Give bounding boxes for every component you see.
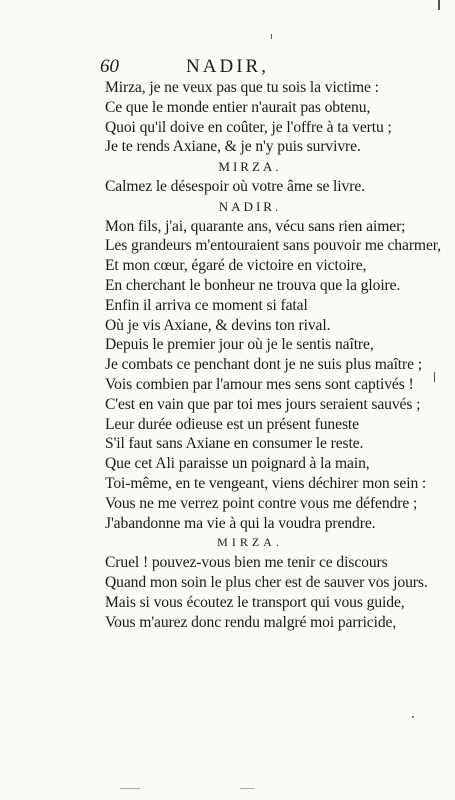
page-number: 60 (100, 56, 119, 77)
verse-line: Je combats ce penchant dont je ne suis plus maître ; (105, 356, 422, 374)
verse-line: C'est en vain que par toi mes jours seraient sauvés ; (105, 395, 421, 413)
verse-text (105, 78, 442, 632)
verse-line: Et mon cœur, égaré de victoire en victoire, (105, 257, 367, 275)
print-mark (434, 372, 435, 382)
verse-line: Cruel ! pouvez-vous bien me tenir ce discours (105, 554, 388, 572)
verse-line: En cherchant le bonheur ne trouva que la gloire. (105, 276, 401, 294)
verse-line: Depuis le premier jour où je le sentis naître, (105, 336, 374, 354)
verse-line: Les grandeurs m'entouraient sans pouvoir me charmer, (105, 237, 442, 255)
print-mark (240, 788, 254, 789)
speaker-name: MIRZA. (218, 159, 282, 175)
verse-line: J'abandonne ma vie à qui la voudra prendre. (105, 514, 376, 532)
verse-line: Toi-même, en te vengeant, viens déchirer mon sein : (105, 474, 427, 492)
running-head (0, 56, 455, 80)
verse-line: Où je vis Axiane, & devins ton rival. (105, 316, 331, 334)
verse-line: Je te rends Axiane, & je n'y puis survivre. (105, 138, 361, 156)
verse-line: Calmez le désespoir où votre âme se livre. (105, 177, 365, 195)
verse-line: Leur durée odieuse est un présent funeste (105, 415, 359, 433)
running-title: NADIR, (186, 56, 269, 77)
verse-line: Enfin il arriva ce moment si fatal (105, 296, 308, 314)
verse-line: Quand mon soin le plus cher est de sauver vos jours. (105, 573, 428, 591)
verse-line: Mon fils, j'ai, quarante ans, vécu sans rien aimer; (105, 217, 406, 235)
verse-line: Quoi qu'il doive en coûter, je l'offre à ta vertu ; (105, 118, 392, 136)
verse-line: Vous ne me verrez point contre vous me défendre ; (105, 494, 418, 512)
speaker-name: NADIR. (218, 198, 282, 214)
print-mark (271, 34, 272, 39)
verse-line: Mais si vous écoutez le transport qui vous guide, (105, 593, 405, 611)
verse-line: S'il faut sans Axiane en consumer le reste. (105, 435, 364, 453)
print-mark (412, 716, 414, 718)
verse-line: Que cet Ali paraisse un poignard à la main, (105, 455, 370, 473)
print-mark (120, 788, 140, 789)
verse-line: Vois combien par l'amour mes sens sont captivés ! (105, 375, 414, 393)
verse-line: Mirza, je ne veux pas que tu sois la victime : (105, 79, 379, 96)
verse-line: Ce que le monde entier n'aurait pas obtenu, (105, 98, 371, 116)
print-mark (438, 0, 440, 10)
verse-line: Vous m'aurez donc rendu malgré moi parricide, (105, 613, 397, 631)
speaker-name: MIRZA. (217, 535, 283, 550)
